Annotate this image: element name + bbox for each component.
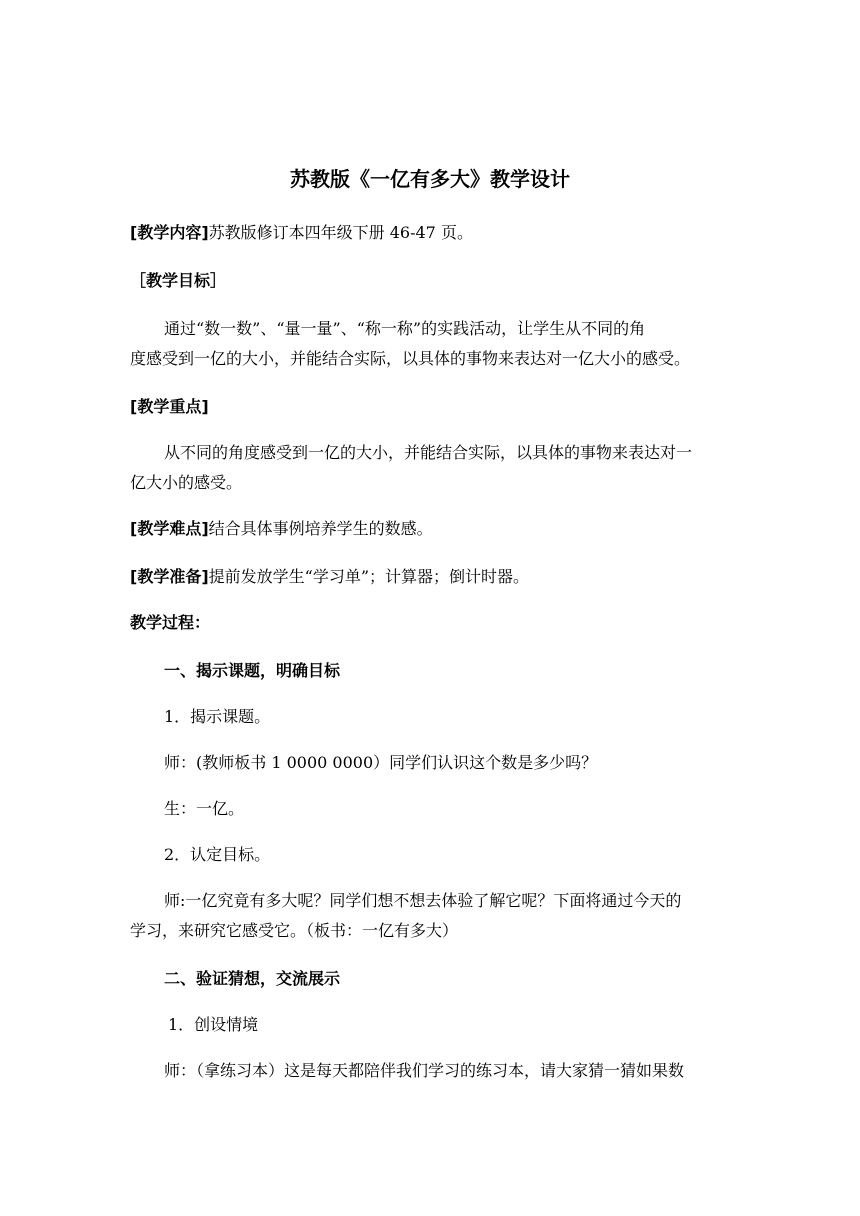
section2-heading: 二、验证猜想，交流展示 — [164, 969, 341, 988]
section1-item-2: 2．认定目标。 — [164, 845, 271, 864]
section2-item-1: 1．创设情境 — [168, 1015, 259, 1034]
content-paragraph — [130, 222, 473, 244]
process-heading: 教学过程： — [130, 613, 211, 632]
section1-teacher-1: 师：(教师板书 1 0000 0000）同学们认识这个数是多少吗？ — [164, 753, 598, 772]
goals-line-2: 度感受到一亿的大小，并能结合实际，以具体的事物来表达对一亿大小的感受。 — [130, 349, 691, 368]
document-title: 苏教版《一亿有多大》教学设计 — [290, 167, 570, 191]
key-points-line-1: 从不同的角度感受到一亿的大小，并能结合实际，以具体的事物来表达对一 — [164, 443, 693, 462]
preparation-label: [教学准备] — [130, 567, 209, 586]
section1-item-1: 1．揭示课题。 — [164, 707, 271, 726]
key-points-label: [教学重点] — [130, 397, 209, 416]
key-points-line-2: 亿大小的感受。 — [130, 473, 243, 492]
content-text: 苏教版修订本四年级下册 46-47 页。 — [208, 223, 473, 242]
goals-label: ［教学目标］ — [130, 271, 227, 290]
section1-heading: 一、揭示课题，明确目标 — [164, 661, 341, 680]
preparation-text: 提前发放学生“学习单”；计算器；倒计时器。 — [208, 567, 530, 586]
difficulty-paragraph — [130, 518, 433, 540]
difficulty-label: [教学难点] — [130, 519, 209, 538]
difficulty-text: 结合具体事例培养学生的数感。 — [208, 519, 433, 538]
content-label: [教学内容] — [130, 223, 209, 242]
preparation-paragraph — [130, 566, 529, 588]
section1-teacher-2-line-1: 师:一亿究竟有多大呢？同学们想不想去体验了解它呢？下面将通过今天的 — [164, 891, 682, 910]
goals-line-1: 通过“数一数”、“量一量”、“称一称”的实践活动，让学生从不同的角 — [164, 319, 646, 338]
section1-teacher-2-line-2: 学习，来研究它感受它。（板书：一亿有多大） — [130, 921, 459, 940]
section1-student-1: 生：一亿。 — [164, 799, 245, 818]
section2-teacher-1: 师：（拿练习本）这是每天都陪伴我们学习的练习本，请大家猜一猜如果数 — [164, 1061, 685, 1080]
